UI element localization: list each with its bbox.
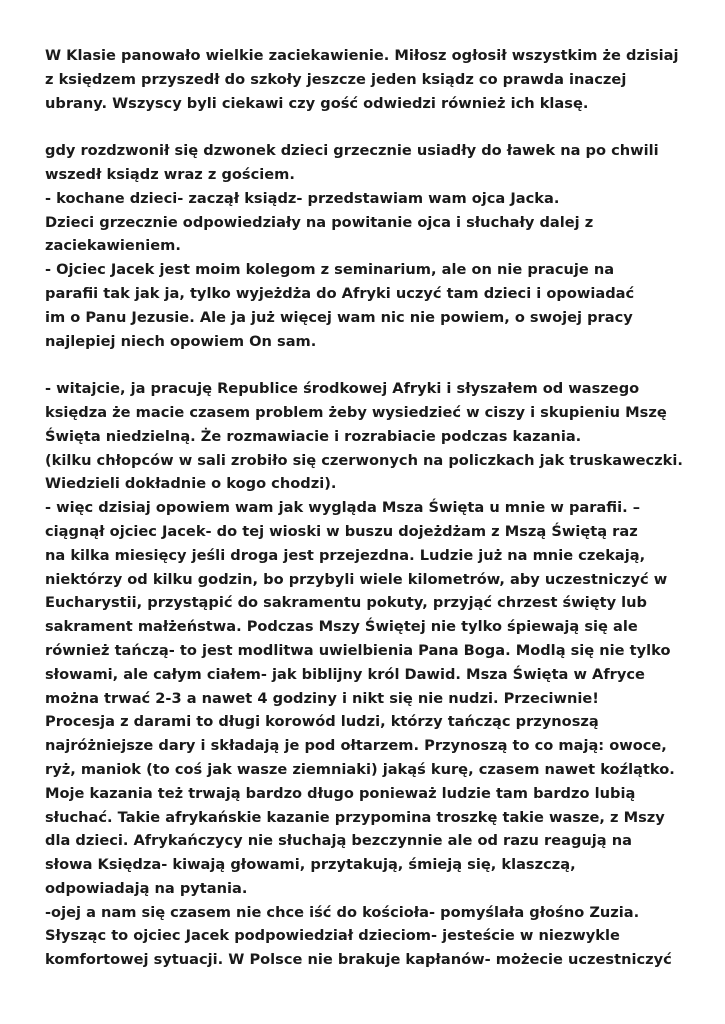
- text-line: Procesja z darami to długi korowód ludzi, którzy tańcząc przynoszą: [45, 713, 599, 731]
- text-line: słuchać. Takie afrykańskie kazanie przypomina troszkę takie wasze, z Mszy: [45, 808, 665, 826]
- text-line: komfortowej sytuacji. W Polsce nie brakuje kapłanów- możecie uczestniczyć: [45, 951, 672, 969]
- paragraph-3: [45, 377, 695, 972]
- text-line: - więc dzisiaj opowiem wam jak wygląda Msza Święta u mnie w parafii. –: [45, 499, 641, 517]
- text-line: odpowiadają na pytania.: [45, 879, 248, 897]
- text-line: Święta niedzielną. Że rozmawiacie i rozrabiacie podczas kazania.: [45, 427, 582, 445]
- paragraph-2: [45, 139, 695, 353]
- text-line: im o Panu Jezusie. Ale ja już więcej wam nic nie powiem, o swojej pracy: [45, 308, 633, 326]
- paragraph-1: [45, 44, 695, 115]
- text-line: zaciekawieniem.: [45, 237, 181, 255]
- text-line: Moje kazania też trwają bardzo długo ponieważ ludzie tam bardzo lubią: [45, 784, 636, 802]
- text-line: księdza że macie czasem problem żeby wysiedzieć w ciszy i skupieniu Mszę: [45, 403, 667, 421]
- text-line: gdy rozdzwonił się dzwonek dzieci grzecznie usiadły do ławek na po chwili: [45, 142, 659, 160]
- text-line: z księdzem przyszedł do szkoły jeszcze jeden ksiądz co prawda inaczej: [45, 70, 627, 88]
- text-line: - witajcie, ja pracuję Republice środkowej Afryki i słyszałem od waszego: [45, 380, 640, 398]
- text-line: na kilka miesięcy jeśli droga jest przejezdna. Ludzie już na mnie czekają,: [45, 546, 646, 564]
- text-line: - kochane dzieci- zaczął ksiądz- przedstawiam wam ojca Jacka.: [45, 189, 560, 207]
- text-line: Eucharystii, przystąpić do sakramentu pokuty, przyjąć chrzest święty lub: [45, 594, 647, 612]
- text-line: Słysząc to ojciec Jacek podpowiedział dzieciom- jesteście w niezwykle: [45, 927, 620, 945]
- document-body: [45, 44, 695, 972]
- text-line: słowami, ale całym ciałem- jak biblijny król Dawid. Msza Święta w Afryce: [45, 665, 645, 683]
- text-line: ryż, maniok (to coś jak wasze ziemniaki) jakąś kurę, czasem nawet koźlątko.: [45, 760, 675, 778]
- text-line: Wiedzieli dokładnie o kogo chodzi).: [45, 475, 337, 493]
- text-line: -ojej a nam się czasem nie chce iść do kościoła- pomyślała głośno Zuzia.: [45, 903, 640, 921]
- text-line: (kilku chłopców w sali zrobiło się czerwonych na policzkach jak truskaweczki.: [45, 451, 683, 469]
- text-line: Dzieci grzecznie odpowiedziały na powitanie ojca i słuchały dalej z: [45, 213, 594, 231]
- text-line: - Ojciec Jacek jest moim kolegom z seminarium, ale on nie pracuje na: [45, 261, 615, 279]
- text-line: W Klasie panowało wielkie zaciekawienie. Miłosz ogłosił wszystkim że dzisiaj: [45, 47, 679, 64]
- paragraph-gap: [45, 115, 695, 139]
- text-line: niektórzy od kilku godzin, bo przybyli wiele kilometrów, aby uczestniczyć w: [45, 570, 668, 588]
- text-line: najlepiej niech opowiem On sam.: [45, 332, 317, 350]
- text-line: ciągnął ojciec Jacek- do tej wioski w buszu dojeżdżam z Mszą Świętą raz: [45, 522, 638, 540]
- text-line: dla dzieci. Afrykańczycy nie słuchają bezczynnie ale od razu reagują na: [45, 832, 632, 850]
- text-line: wszedł ksiądz wraz z gościem.: [45, 165, 295, 183]
- text-line: ubrany. Wszyscy byli ciekawi czy gość odwiedzi również ich klasę.: [45, 94, 589, 112]
- text-line: parafii tak jak ja, tylko wyjeżdża do Afryki uczyć tam dzieci i opowiadać: [45, 284, 635, 302]
- text-line: najróżniejsze dary i składają je pod ołtarzem. Przynoszą to co mają: owoce,: [45, 737, 667, 755]
- text-line: również tańczą- to jest modlitwa uwielbienia Pana Boga. Modlą się nie tylko: [45, 641, 671, 659]
- text-line: słowa Księdza- kiwają głowami, przytakują, śmieją się, klaszczą,: [45, 856, 576, 874]
- text-line: można trwać 2-3 a nawet 4 godziny i nikt się nie nudzi. Przeciwnie!: [45, 689, 599, 707]
- paragraph-gap: [45, 353, 695, 377]
- text-line: sakrament małżeństwa. Podczas Mszy Świętej nie tylko śpiewają się ale: [45, 618, 638, 636]
